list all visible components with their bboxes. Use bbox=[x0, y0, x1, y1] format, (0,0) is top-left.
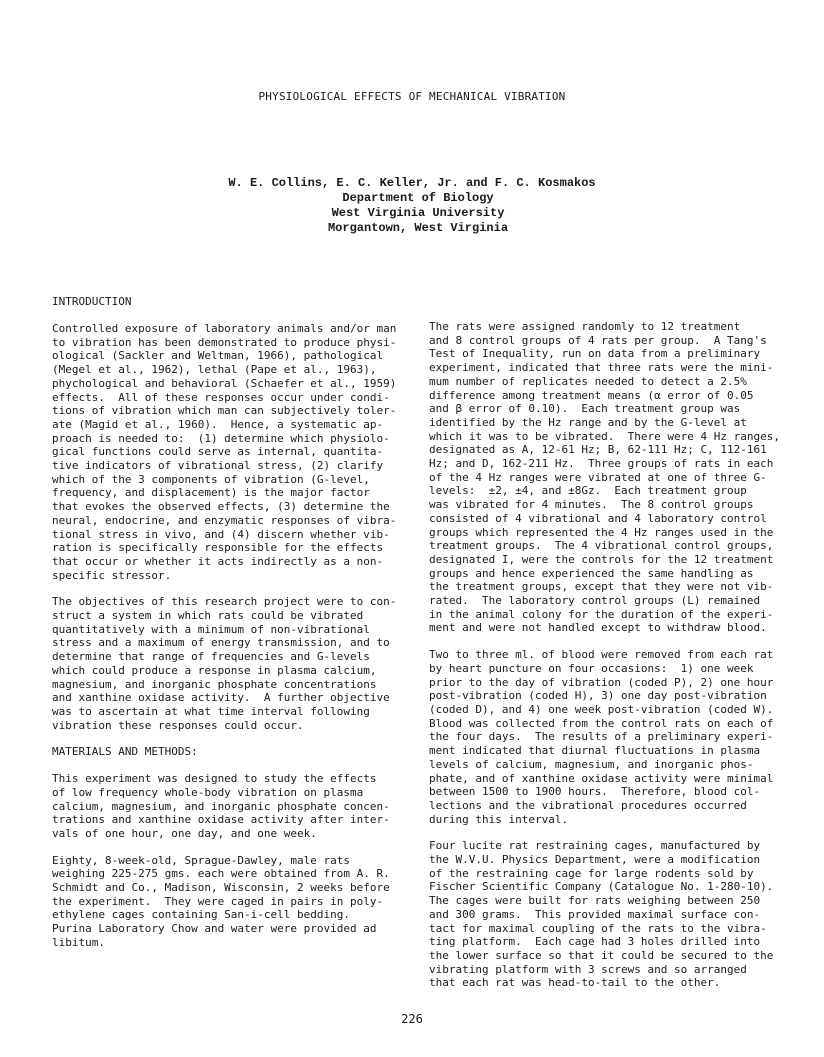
text-line: Purina Laboratory Chow and water were provided ad bbox=[52, 922, 377, 936]
intro-paragraph-2 bbox=[52, 595, 402, 732]
university: West Virginia University bbox=[331, 206, 505, 220]
text-line: and xanthine oxidase activity. A further objective bbox=[52, 691, 390, 705]
text-line: and β error of 0.10). Each treatment group was bbox=[429, 402, 741, 416]
text-line: effects. All of these responses occur under condi- bbox=[52, 390, 390, 404]
text-line: of the 4 Hz ranges were vibrated at one of three G- bbox=[429, 470, 767, 484]
text-line: to vibration has been demonstrated to produce physi- bbox=[52, 335, 397, 349]
text-line: the W.V.U. Physics Department, were a modification bbox=[429, 853, 761, 867]
text-line: consisted of 4 vibrational and 4 laboratory control bbox=[429, 511, 767, 525]
text-line: ration is specifically responsible for the effects bbox=[52, 541, 384, 555]
text-line: that each rat was head-to-tail to the other. bbox=[429, 976, 721, 990]
left-column bbox=[52, 322, 402, 950]
text-line: mum number of replicates needed to detect a 2.5% bbox=[429, 374, 747, 388]
text-line: Blood was collected from the control rats on each of bbox=[429, 716, 774, 730]
text-line: tive indicators of vibrational stress, (2) clarify bbox=[52, 459, 384, 473]
text-line: phate, and of xanthine oxidase activity were minimal bbox=[429, 771, 774, 785]
text-line: prior to the day of vibration (coded P), 2) one hour bbox=[429, 675, 774, 689]
materials-methods-heading: MATERIALS AND METHODS: bbox=[52, 745, 198, 759]
text-line: levels of calcium, magnesium, and inorganic phos- bbox=[429, 757, 754, 771]
text-line: ate (Magid et al., 1960). Hence, a systematic ap- bbox=[52, 417, 384, 431]
text-line: that evokes the observed effects, (3) determine the bbox=[52, 500, 390, 514]
text-line: ting platform. Each cage had 3 holes drilled into bbox=[429, 935, 761, 949]
text-line: which of the 3 components of vibration (G-level, bbox=[52, 472, 370, 486]
text-line: post-vibration (coded H), 3) one day post-vibration bbox=[429, 689, 767, 703]
text-line: neural, endocrine, and enzymatic responses of vibra- bbox=[52, 513, 397, 527]
methods-paragraph-4 bbox=[429, 648, 789, 826]
text-line: weighing 225-275 gms. each were obtained from A. R. bbox=[52, 867, 390, 881]
text-line: ment indicated that diurnal fluctuations in plasma bbox=[429, 744, 761, 758]
text-line: frequency, and displacement) is the major factor bbox=[52, 486, 370, 500]
text-line: The objectives of this research project were to con- bbox=[52, 595, 397, 609]
text-line: the treatment groups, except that they were not vib- bbox=[429, 580, 774, 594]
text-line: calcium, magnesium, and inorganic phosphate concen- bbox=[52, 799, 390, 813]
text-line: groups which represented the 4 Hz ranges used in the bbox=[429, 525, 774, 539]
text-line: experiment, indicated that three rats were the mini- bbox=[429, 361, 774, 375]
text-line: of the restraining cage for large rodents sold by bbox=[429, 866, 754, 880]
text-line: levels: ±2, ±4, and ±8Gz. Each treatment group bbox=[429, 484, 747, 498]
text-line: was vibrated for 4 minutes. The 8 control groups bbox=[429, 498, 754, 512]
text-line: rated. The laboratory control groups (L) remained bbox=[429, 594, 761, 608]
text-line: treatment groups. The 4 vibrational control groups, bbox=[429, 539, 774, 553]
text-line: groups and hence experienced the same handling as bbox=[429, 566, 754, 580]
text-line: trations and xanthine oxidase activity after inter- bbox=[52, 813, 390, 827]
text-line: Two to three ml. of blood were removed from each rat bbox=[429, 648, 774, 662]
text-line: designated as A, 12-61 Hz; B, 62-111 Hz; C, 112-161 bbox=[429, 443, 767, 457]
text-line: Hz; and D, 162-211 Hz. Three groups of rats in each bbox=[429, 457, 774, 471]
text-line: Eighty, 8-week-old, Sprague-Dawley, male rats bbox=[52, 853, 351, 867]
methods-paragraph-3 bbox=[429, 320, 789, 635]
text-line: (coded D), and 4) one week post-vibration (coded W). bbox=[429, 702, 774, 716]
text-line: between 1500 to 1900 hours. Therefore, blood col- bbox=[429, 785, 761, 799]
text-line: ethylene cages containing San-i-cell bedding. bbox=[52, 908, 351, 922]
text-line: stress and a maximum of energy transmission, and to bbox=[52, 636, 390, 650]
text-line: vals of one hour, one day, and one week. bbox=[52, 826, 317, 840]
authors: W. E. Collins, E. C. Keller, Jr. and F. C. Kosmakos bbox=[228, 176, 596, 190]
text-line: in the animal colony for the duration of the experi- bbox=[429, 607, 774, 621]
text-line: tions of vibration which man can subjectively toler- bbox=[52, 404, 397, 418]
text-line: tional stress in vivo, and (4) discern whether vib- bbox=[52, 527, 390, 541]
text-line: ological (Sackler and Weltman, 1966), pathological bbox=[52, 349, 384, 363]
text-line: vibration these responses could occur. bbox=[52, 718, 304, 732]
location: Morgantown, West Virginia bbox=[327, 221, 509, 235]
text-line: magnesium, and inorganic phosphate concentrations bbox=[52, 677, 377, 691]
text-line: ment and were not handled except to withdraw blood. bbox=[429, 621, 767, 635]
text-line: (Megel et al., 1962), lethal (Pape et al., 1963), bbox=[52, 363, 377, 377]
right-column bbox=[429, 320, 789, 990]
text-line: lections and the vibrational procedures occurred bbox=[429, 798, 747, 812]
text-line: the four days. The results of a preliminary experi- bbox=[429, 730, 774, 744]
text-line: The rats were assigned randomly to 12 treatment bbox=[429, 320, 741, 333]
text-line: of low frequency whole-body vibration on plasma bbox=[52, 785, 364, 799]
intro-paragraph-1 bbox=[52, 322, 402, 582]
text-line: identified by the Hz range and by the G-level at bbox=[429, 415, 747, 429]
text-line: Controlled exposure of laboratory animals and/or man bbox=[52, 322, 397, 335]
paper-title: PHYSIOLOGICAL EFFECTS OF MECHANICAL VIBRATION bbox=[258, 90, 566, 103]
text-line: Four lucite rat restraining cages, manufactured by bbox=[429, 839, 761, 853]
text-line: vibrating platform with 3 screws and so arranged bbox=[429, 962, 747, 976]
author-block bbox=[0, 176, 824, 236]
text-line: the experiment. They were caged in pairs in poly- bbox=[52, 894, 384, 908]
text-line: Schmidt and Co., Madison, Wisconsin, 2 weeks before bbox=[52, 881, 390, 895]
text-line: The cages were built for rats weighing between 250 bbox=[429, 894, 761, 908]
text-line: This experiment was designed to study the effects bbox=[52, 772, 377, 786]
methods-paragraph-5 bbox=[429, 839, 789, 990]
text-line: which could produce a response in plasma calcium, bbox=[52, 663, 377, 677]
text-line: the lower surface so that it could be secured to the bbox=[429, 948, 774, 962]
text-line: gical functions could serve as internal, quantita- bbox=[52, 445, 384, 459]
text-line: and 8 control groups of 4 rats per group. A Tang's bbox=[429, 333, 767, 347]
text-line: and 300 grams. This provided maximal surface con- bbox=[429, 907, 761, 921]
methods-paragraph-1 bbox=[52, 772, 402, 841]
text-line: difference among treatment means (α error of 0.05 bbox=[429, 388, 754, 402]
text-line: tact for maximal coupling of the rats to the vibra- bbox=[429, 921, 767, 935]
department: Department of Biology bbox=[342, 191, 494, 205]
text-line: struct a system in which rats could be vibrated bbox=[52, 609, 364, 623]
text-line: designated I, were the controls for the 12 treatment bbox=[429, 552, 774, 566]
text-line: determine that range of frequencies and G-levels bbox=[52, 650, 370, 664]
methods-paragraph-2 bbox=[52, 854, 402, 950]
text-line: phychological and behavioral (Schaefer et al., 1959) bbox=[52, 376, 397, 390]
text-line: quantitatively with a minimum of non-vibrational bbox=[52, 622, 370, 636]
page-number: 226 bbox=[401, 1012, 423, 1026]
text-line: which it was to be vibrated. There were 4 Hz ranges, bbox=[429, 429, 780, 443]
text-line: Fischer Scientific Company (Catalogue No. 1-280-10). bbox=[429, 880, 774, 894]
text-line: was to ascertain at what time interval following bbox=[52, 704, 370, 718]
text-line: proach is needed to: (1) determine which physiolo- bbox=[52, 431, 390, 445]
text-line: libitum. bbox=[52, 935, 105, 949]
text-line: that occur or whether it acts indirectly as a non- bbox=[52, 554, 384, 568]
text-line: specific stressor. bbox=[52, 568, 172, 582]
introduction-heading: INTRODUCTION bbox=[52, 295, 132, 308]
text-line: during this interval. bbox=[429, 812, 569, 826]
text-line: Test of Inequality, run on data from a preliminary bbox=[429, 347, 761, 361]
text-line: by heart puncture on four occasions: 1) one week bbox=[429, 661, 754, 675]
